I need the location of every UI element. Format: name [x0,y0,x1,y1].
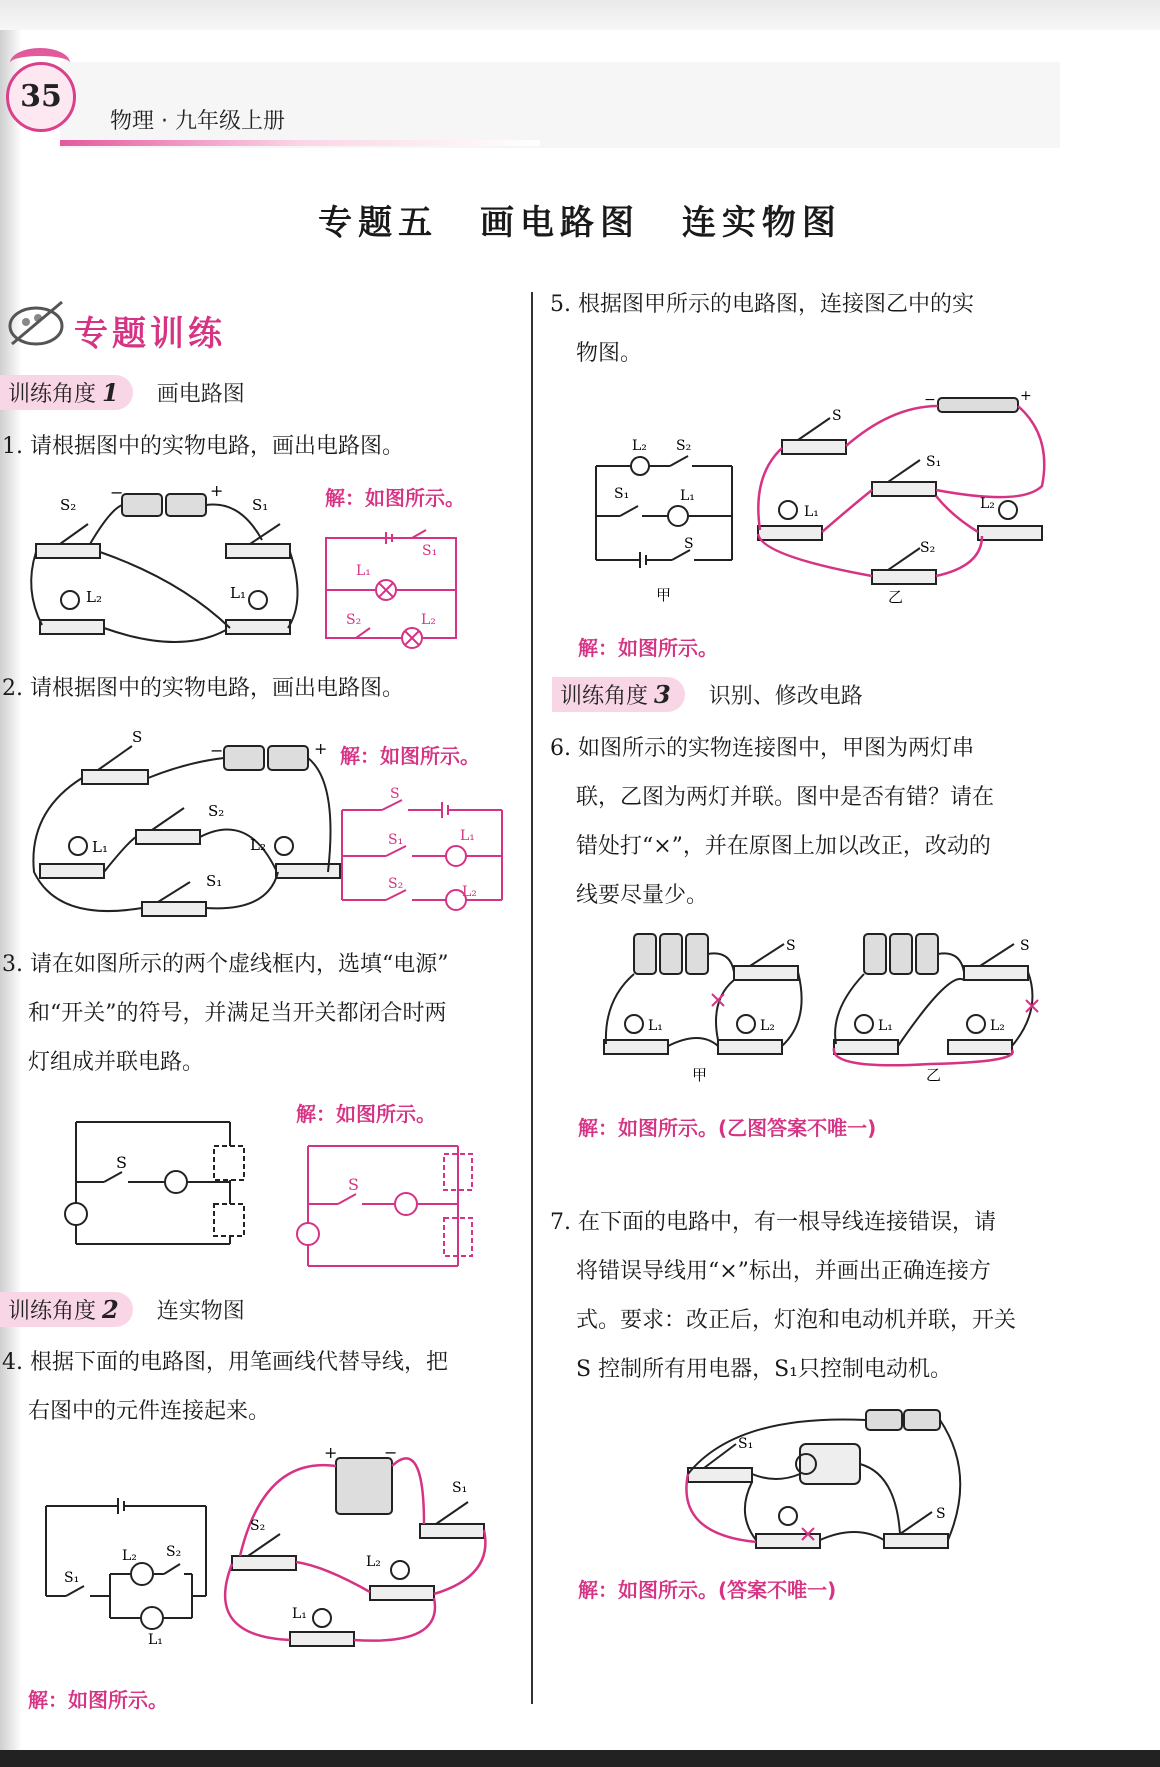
label-s: S [684,536,694,552]
label-minus: − [924,392,936,408]
question-line: 将错误导线用“×”标出，并画出正确连接方 [576,1259,991,1284]
section-head [0,292,260,352]
answer-1: 解：如图所示。 [325,486,465,510]
label-l2: L₂ [250,836,266,854]
angle-tag: 训练角度 1 [0,375,133,410]
label-s2: S₂ [920,540,936,556]
label-l1: L₁ [460,828,475,844]
label-s1: S₁ [738,1436,754,1452]
question-line: 线要尽量少。 [576,883,709,908]
label-s1: S₁ [206,872,223,890]
label-s1: S₁ [614,486,630,502]
book-title: 物理 · 九年级上册 [110,109,285,134]
palette-icon [4,292,74,352]
header-rule [60,140,540,146]
question-line: 4. 根据下面的电路图，用笔画线代替导线，把 [2,1350,448,1375]
question-3 [2,940,448,1087]
angle-tag: 训练角度 3 [552,677,685,712]
question-line: 物图。 [576,341,643,366]
training-angle-1 [0,373,245,411]
question-line: 联，乙图为两灯并联。图中是否有错？请在 [576,785,995,810]
q1-answer-diagram [326,530,466,640]
label-l2: L₂ [760,1018,775,1034]
training-angle-3 [552,675,863,713]
question-7 [550,1198,1016,1394]
question-line: 错处打“×”，并在原图上加以改正，改动的 [576,834,991,859]
label-s1: S₁ [452,1480,468,1496]
bottom-bar [0,1750,1160,1767]
question-line: 2. 请根据图中的实物电路，画出电路图。 [2,676,404,701]
label-l1: L₁ [92,838,108,856]
label-s1: S₁ [388,832,404,848]
label-l2: L₂ [462,884,477,900]
answer-4: 解：如图所示。 [28,1688,168,1712]
question-line: 5. 根据图甲所示的电路图，连接图乙中的实 [550,292,974,317]
column-divider [531,292,533,1704]
label-l1: L₁ [292,1606,307,1622]
label-l2: L₂ [366,1554,381,1570]
label-l2: L₂ [421,612,436,628]
label-s: S [348,1175,359,1194]
label-minus: − [384,1443,398,1462]
label-yi: 乙 [888,588,904,606]
label-plus: + [1020,388,1032,404]
q2-physical-figure [28,722,338,922]
label-plus: + [324,1443,338,1462]
label-jia: 甲 [656,586,672,604]
label-l1: L₁ [356,563,371,579]
question-line: 1. 请根据图中的实物电路，画出电路图。 [2,434,404,459]
label-plus: + [210,481,224,500]
question-4 [2,1338,448,1436]
label-l1: L₁ [680,488,695,504]
training-angle-2 [0,1290,245,1328]
label-s: S [390,786,400,802]
answer-3: 解：如图所示。 [296,1102,436,1126]
label-plus: + [314,739,328,758]
label-s2: S₂ [346,612,362,628]
question-6 [550,724,994,920]
question-line: 和“开关”的符号，并满足当开关都闭合时两 [28,1001,447,1026]
label-l1: L₁ [804,504,819,520]
label-s1: S₁ [252,496,269,514]
label-s: S [116,1153,127,1172]
q3-figure [60,1120,230,1245]
label-s2: S₂ [60,496,77,514]
label-s2: S₂ [208,802,225,820]
label-s: S [132,728,143,746]
question-line: S 控制所有用电器，S₁只控制电动机。 [576,1357,952,1382]
question-line: 右图中的元件连接起来。 [28,1399,271,1424]
page-gutter-shadow [0,30,22,1750]
label-s: S [1020,938,1030,954]
label-minus: − [110,483,124,502]
angle-topic: 识别、修改电路 [708,683,863,709]
label-jia: 甲 [692,1066,708,1084]
label-l1: L₁ [230,584,246,602]
label-l2: L₂ [86,588,102,606]
label-l2: L₂ [122,1548,137,1564]
answer-7: 解：如图所示。(答案不唯一) [578,1578,837,1602]
answer-5: 解：如图所示。 [578,636,718,660]
q2-answer-diagram [342,786,502,910]
question-line: 7. 在下面的电路中，有一根导线连接错误，请 [550,1210,996,1235]
label-s2: S₂ [250,1518,266,1534]
label-s2: S₂ [166,1544,182,1560]
question-2 [2,664,404,713]
label-s2: S₂ [388,876,404,892]
top-bar [0,0,1160,30]
q7-figure [676,1404,966,1544]
label-minus: − [210,741,224,760]
label-l1: L₁ [878,1018,893,1034]
q5-circuit-diagram [592,432,742,602]
label-yi: 乙 [926,1066,942,1084]
label-l1: L₁ [148,1632,163,1648]
question-line: 灯组成并联电路。 [28,1050,205,1075]
angle-topic: 连实物图 [156,1298,245,1324]
q6-figure-jia [600,930,800,1084]
question-1 [2,422,404,471]
label-s: S [936,1506,946,1522]
label-s: S [786,938,796,954]
answer-2: 解：如图所示。 [340,744,480,768]
angle-tag: 训练角度 2 [0,1292,133,1327]
label-s1: S₁ [926,454,942,470]
label-s: S [832,408,842,424]
q6-figure-yi [830,930,1030,1084]
label-s1: S₁ [64,1570,80,1586]
page-title: 专题五 画电路图 连实物图 [318,203,842,243]
question-line: 6. 如图所示的实物连接图中，甲图为两灯串 [550,736,974,761]
question-5 [550,280,974,378]
q3-answer-diagram [304,1142,464,1267]
label-l2: L₂ [990,1018,1005,1034]
q4-physical-figure [224,1443,484,1656]
label-s2: S₂ [676,438,692,454]
q4-circuit-diagram [46,1496,216,1648]
q1-physical-figure [30,480,320,650]
label-l1: L₁ [648,1018,663,1034]
angle-topic: 画电路图 [156,381,245,407]
question-line: 3. 请在如图所示的两个虚线框内，选填“电源” [2,952,449,977]
answer-6: 解：如图所示。(乙图答案不唯一) [578,1116,877,1140]
q5-physical-figure [752,388,1042,606]
question-line: 式。要求：改正后，灯泡和电动机并联，开关 [576,1308,1017,1333]
section-title: 专题训练 [74,314,226,354]
label-l2: L₂ [980,496,995,512]
label-l2: L₂ [632,438,647,454]
label-s1: S₁ [422,543,438,559]
page-number: 35 [6,62,76,132]
